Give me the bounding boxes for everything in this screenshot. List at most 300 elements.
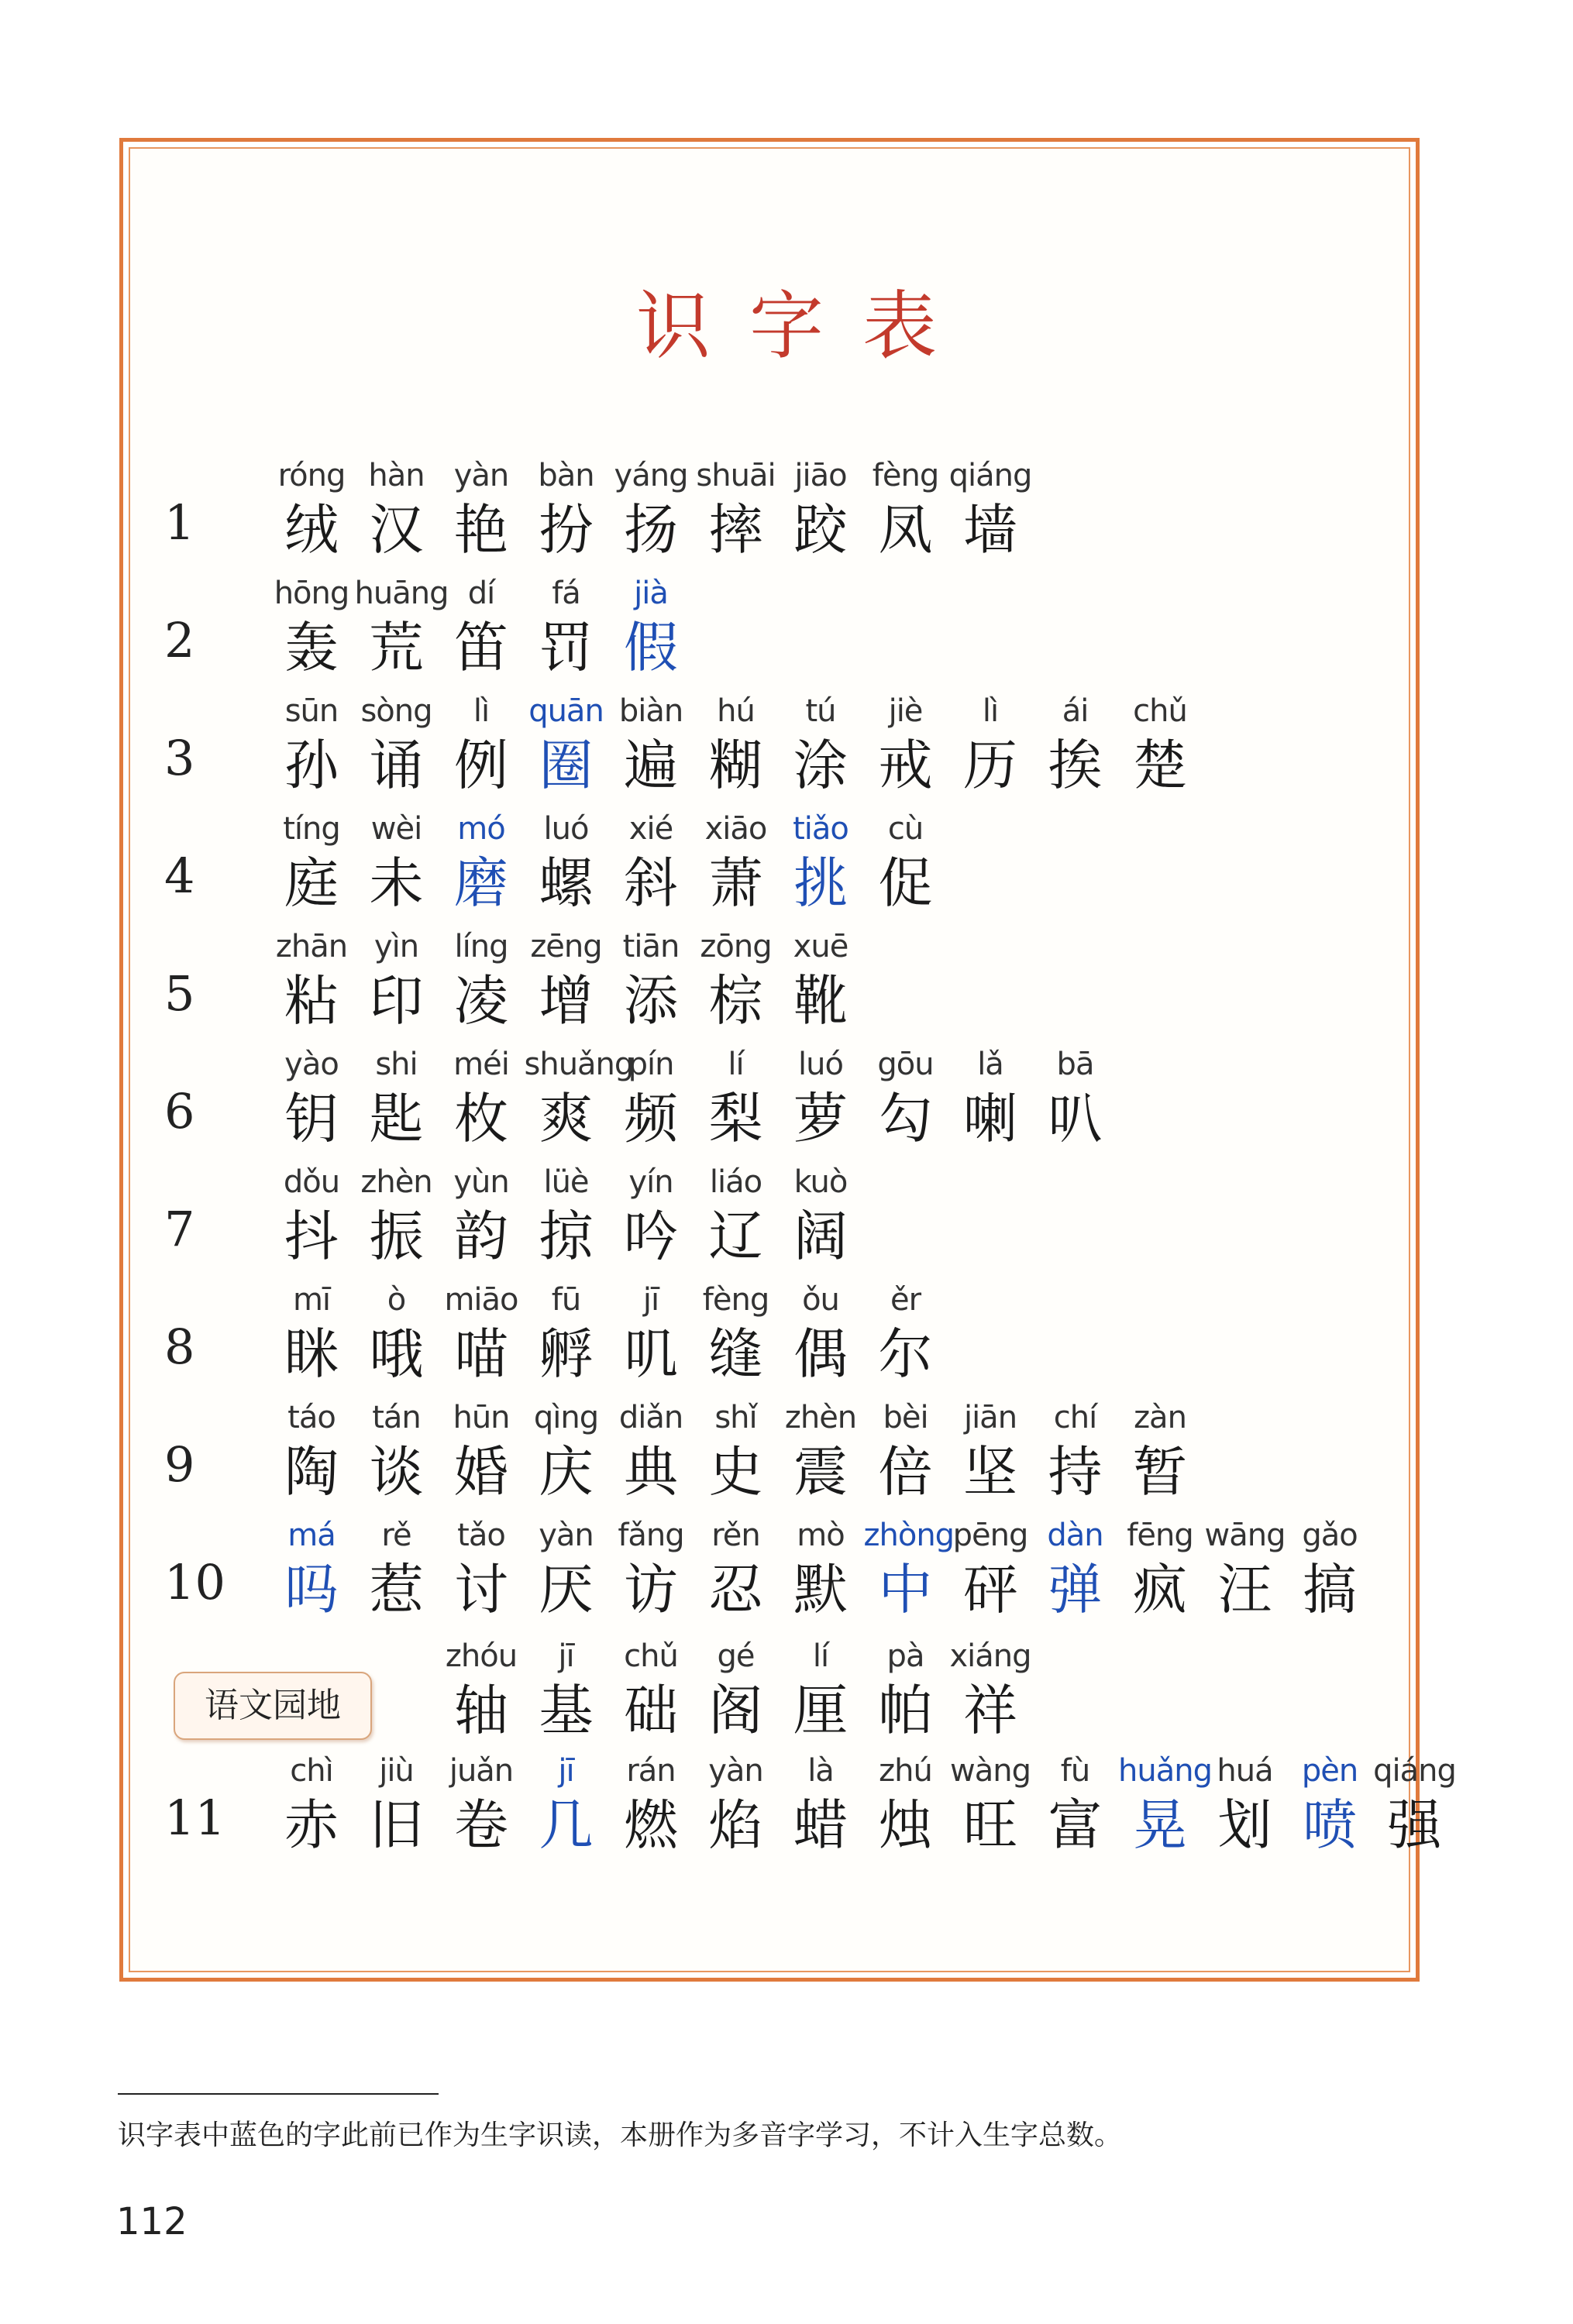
- pinyin: líng: [454, 929, 508, 964]
- pinyin: tú: [805, 693, 836, 729]
- character-entry: [779, 689, 862, 798]
- hanzi: 罚: [539, 616, 594, 679]
- pinyin: fèng: [702, 1282, 769, 1318]
- pinyin: zōng: [700, 929, 772, 964]
- pinyin: tán: [372, 1400, 421, 1435]
- character-entry: [439, 689, 523, 798]
- character-entry: [270, 1749, 353, 1858]
- character-entry: [525, 1278, 608, 1387]
- pinyin: zhèn: [360, 1164, 432, 1200]
- pinyin: tǎo: [457, 1518, 505, 1553]
- pinyin: dàn: [1047, 1518, 1103, 1553]
- character-entry: [1118, 689, 1202, 798]
- pinyin: gé: [717, 1638, 755, 1674]
- hanzi: 帕: [878, 1679, 933, 1742]
- hanzi: 例: [454, 734, 508, 797]
- pinyin: jiāo: [794, 458, 847, 493]
- pinyin: mò: [797, 1518, 845, 1553]
- character-entry: [948, 1749, 1032, 1858]
- pinyin: tíng: [283, 811, 340, 847]
- hanzi: 庆: [539, 1440, 594, 1504]
- character-entry: [694, 689, 778, 798]
- hanzi: 掠: [539, 1205, 594, 1268]
- pinyin: dí: [467, 576, 495, 611]
- character-entry: [525, 807, 608, 916]
- character-entry: [439, 1514, 523, 1622]
- pinyin: chǔ: [624, 1638, 678, 1674]
- hanzi: 疯: [1133, 1558, 1187, 1621]
- character-entry: [1034, 689, 1117, 798]
- character-entry: [694, 1514, 778, 1622]
- character-entry: [948, 1635, 1032, 1743]
- hanzi: 楚: [1133, 734, 1187, 797]
- hanzi: 添: [624, 969, 678, 1033]
- character-entry: [948, 1514, 1032, 1622]
- character-entry: [694, 1160, 778, 1269]
- character-entry: [355, 1278, 439, 1387]
- page-title: 识字表: [636, 283, 976, 370]
- hanzi: 凤: [878, 498, 933, 562]
- pinyin: pēng: [952, 1518, 1028, 1553]
- pinyin: zhòng: [863, 1518, 955, 1553]
- character-entry: [439, 1635, 523, 1743]
- character-entry: [439, 1043, 523, 1151]
- hanzi: 糊: [708, 734, 763, 797]
- character-entry: [355, 1514, 439, 1622]
- pinyin: kuò: [793, 1164, 848, 1200]
- hanzi: 眯: [284, 1322, 339, 1386]
- hanzi: 烛: [878, 1793, 933, 1857]
- pinyin: zàn: [1134, 1400, 1186, 1435]
- character-entry: [779, 1396, 862, 1504]
- hanzi: 讨: [454, 1558, 508, 1621]
- character-entry: [609, 1278, 693, 1387]
- hanzi: 焰: [708, 1793, 763, 1857]
- character-entry: [948, 1043, 1032, 1151]
- character-entry: [524, 1043, 634, 1151]
- hanzi: 笛: [454, 616, 508, 679]
- pinyin: pín: [628, 1047, 674, 1082]
- pinyin: qìng: [533, 1400, 599, 1435]
- pinyin: fá: [552, 576, 580, 611]
- pinyin: liáo: [709, 1164, 762, 1200]
- pinyin: tiān: [622, 929, 680, 964]
- lesson-number: 6: [164, 1083, 195, 1140]
- hanzi: 吗: [284, 1558, 339, 1621]
- pinyin: fǎng: [618, 1518, 684, 1553]
- hanzi: 蜡: [793, 1793, 848, 1857]
- hanzi: 庭: [284, 851, 339, 915]
- hanzi: 陶: [284, 1440, 339, 1504]
- hanzi: 搞: [1303, 1558, 1357, 1621]
- hanzi: 戒: [878, 734, 933, 797]
- pinyin: sòng: [360, 693, 432, 729]
- hanzi: 跤: [793, 498, 848, 562]
- lesson-number: 10: [164, 1554, 225, 1611]
- hanzi: 假: [624, 616, 678, 679]
- character-entry: [1203, 1514, 1287, 1622]
- hanzi: 抖: [284, 1205, 339, 1268]
- character-entry: [355, 925, 439, 1033]
- character-entry: [270, 1278, 353, 1387]
- character-entry: [694, 454, 778, 562]
- character-entry: [525, 925, 608, 1033]
- character-entry: [355, 1396, 439, 1504]
- pinyin: chí: [1053, 1400, 1097, 1435]
- lesson-number: 8: [164, 1318, 195, 1375]
- character-entry: [779, 1635, 862, 1743]
- hanzi: 凌: [454, 969, 508, 1033]
- character-entry: [1118, 1514, 1202, 1622]
- character-entry: [439, 1396, 523, 1504]
- hanzi: 史: [708, 1440, 763, 1504]
- hanzi: 螺: [539, 851, 594, 915]
- pinyin: luó: [543, 811, 589, 847]
- hanzi: 绒: [284, 498, 339, 562]
- pinyin: fū: [551, 1282, 581, 1318]
- hanzi: 弹: [1048, 1558, 1103, 1621]
- lesson-number: 3: [164, 730, 195, 786]
- pinyin: yào: [284, 1047, 339, 1082]
- hanzi: 增: [539, 969, 594, 1033]
- pinyin: ò: [387, 1282, 406, 1318]
- hanzi: 祥: [963, 1679, 1017, 1742]
- character-entry: [694, 925, 778, 1033]
- pinyin: má: [287, 1518, 336, 1553]
- hanzi: 缝: [708, 1322, 763, 1386]
- pinyin: yìn: [373, 929, 419, 964]
- hanzi: 几: [539, 1793, 594, 1857]
- hanzi: 中: [878, 1558, 933, 1621]
- hanzi: 磨: [454, 851, 508, 915]
- character-entry: [864, 1749, 948, 1858]
- pinyin: xiáng: [949, 1638, 1031, 1674]
- pinyin: róng: [277, 458, 346, 493]
- pinyin: huāng: [354, 576, 449, 611]
- pinyin: bàn: [538, 458, 594, 493]
- character-entry: [609, 1514, 693, 1622]
- hanzi: 喵: [454, 1322, 508, 1386]
- pinyin: miāo: [444, 1282, 518, 1318]
- character-entry: [355, 807, 439, 916]
- character-entry: [1288, 1514, 1372, 1622]
- hanzi: 未: [369, 851, 424, 915]
- character-entry: [779, 925, 862, 1033]
- pinyin: mī: [292, 1282, 331, 1318]
- pinyin: biàn: [618, 693, 683, 729]
- pinyin: zēng: [530, 929, 602, 964]
- character-entry: [948, 689, 1032, 798]
- character-entry: [1034, 1396, 1117, 1504]
- character-entry: [270, 454, 353, 562]
- hanzi: 砰: [963, 1558, 1017, 1621]
- pinyin: jiè: [888, 693, 923, 729]
- pinyin: zhān: [275, 929, 348, 964]
- character-entry: [609, 1043, 693, 1151]
- character-entry: [270, 807, 353, 916]
- hanzi: 粘: [284, 969, 339, 1033]
- character-entry: [779, 1043, 862, 1151]
- hanzi: 叽: [624, 1322, 678, 1386]
- character-entry: [439, 572, 523, 680]
- hanzi: 艳: [454, 498, 508, 562]
- pinyin: huǎng: [1118, 1753, 1212, 1789]
- pinyin: shǐ: [714, 1400, 757, 1435]
- pinyin: shuāi: [696, 458, 776, 493]
- character-entry: [779, 1749, 862, 1858]
- character-entry: [439, 807, 523, 916]
- hanzi: 谈: [369, 1440, 424, 1504]
- pinyin: shi: [375, 1047, 418, 1082]
- pinyin: jī: [558, 1753, 574, 1789]
- hanzi: 晃: [1133, 1793, 1187, 1857]
- pinyin: hōng: [274, 576, 349, 611]
- hanzi: 偶: [793, 1322, 848, 1386]
- hanzi: 圈: [539, 734, 594, 797]
- pinyin: xiāo: [704, 811, 767, 847]
- pinyin: rě: [381, 1518, 411, 1553]
- pinyin: bèi: [883, 1400, 928, 1435]
- hanzi: 典: [624, 1440, 678, 1504]
- pinyin: huá: [1217, 1753, 1273, 1789]
- hanzi: 哦: [369, 1322, 424, 1386]
- pinyin: chǔ: [1133, 693, 1187, 729]
- character-entry: [439, 1278, 523, 1387]
- hanzi: 轴: [454, 1679, 508, 1742]
- pinyin: gōu: [877, 1047, 934, 1082]
- hanzi: 婚: [454, 1440, 508, 1504]
- pinyin: ěr: [890, 1282, 921, 1318]
- hanzi: 厘: [793, 1679, 848, 1742]
- pinyin: chì: [290, 1753, 333, 1789]
- hanzi: 促: [878, 851, 933, 915]
- character-entry: [270, 1160, 353, 1269]
- character-entry: [1118, 1749, 1212, 1858]
- hanzi: 频: [624, 1087, 678, 1150]
- hanzi: 荒: [369, 616, 424, 679]
- pinyin: méi: [453, 1047, 509, 1082]
- character-entry: [779, 1514, 862, 1622]
- hanzi: 轰: [284, 616, 339, 679]
- character-entry: [864, 689, 948, 798]
- hanzi: 墙: [963, 498, 1017, 562]
- hanzi: 辽: [708, 1205, 763, 1268]
- character-entry: [1034, 1043, 1117, 1151]
- pinyin: mó: [457, 811, 505, 847]
- pinyin: cù: [887, 811, 924, 847]
- pinyin: bā: [1056, 1047, 1094, 1082]
- pinyin: pèn: [1301, 1753, 1358, 1789]
- pinyin: yáng: [614, 458, 688, 493]
- character-entry: [609, 689, 693, 798]
- hanzi: 赤: [284, 1793, 339, 1857]
- character-entry: [694, 1749, 778, 1858]
- hanzi: 萧: [708, 851, 763, 915]
- character-entry: [864, 454, 948, 562]
- hanzi: 孙: [284, 734, 339, 797]
- pinyin: lì: [473, 693, 490, 729]
- pinyin: jī: [558, 1638, 574, 1674]
- character-entry: [948, 454, 1032, 562]
- character-entry: [355, 454, 439, 562]
- pinyin: shuǎng: [524, 1047, 634, 1082]
- pinyin: ǒu: [802, 1282, 839, 1318]
- pinyin: zhèn: [784, 1400, 857, 1435]
- hanzi: 涂: [793, 734, 848, 797]
- character-entry: [609, 1396, 693, 1504]
- pinyin: qiáng: [948, 458, 1032, 493]
- pinyin: zhú: [879, 1753, 932, 1789]
- pinyin: yùn: [453, 1164, 509, 1200]
- pinyin: jiù: [379, 1753, 414, 1789]
- character-entry: [270, 1043, 353, 1151]
- pinyin: luó: [798, 1047, 843, 1082]
- pinyin: hàn: [368, 458, 425, 493]
- character-entry: [694, 1278, 778, 1387]
- pinyin: hūn: [453, 1400, 510, 1435]
- lesson-number: 5: [164, 965, 195, 1022]
- hanzi: 卷: [454, 1793, 508, 1857]
- character-entry: [694, 807, 778, 916]
- hanzi: 惹: [369, 1558, 424, 1621]
- hanzi: 倍: [878, 1440, 933, 1504]
- hanzi: 遍: [624, 734, 678, 797]
- hanzi: 富: [1048, 1793, 1103, 1857]
- character-entry: [779, 1278, 862, 1387]
- pinyin: gǎo: [1302, 1518, 1358, 1553]
- hanzi: 靴: [793, 969, 848, 1033]
- lesson-number: 9: [164, 1436, 195, 1493]
- hanzi: 阔: [793, 1205, 848, 1268]
- character-entry: [525, 1514, 608, 1622]
- hanzi: 础: [624, 1679, 678, 1742]
- hanzi: 厌: [539, 1558, 594, 1621]
- pinyin: yàn: [453, 458, 509, 493]
- lesson-number: 11: [164, 1789, 225, 1846]
- lesson-number: 2: [164, 612, 195, 669]
- character-entry: [355, 1043, 439, 1151]
- hanzi: 震: [793, 1440, 848, 1504]
- pinyin: rán: [626, 1753, 676, 1789]
- character-entry: [864, 1278, 948, 1387]
- hanzi: 忍: [708, 1558, 763, 1621]
- character-entry: [439, 454, 523, 562]
- pinyin: yàn: [539, 1518, 594, 1553]
- hanzi: 坚: [963, 1440, 1017, 1504]
- hanzi: 旧: [369, 1793, 424, 1857]
- pinyin: wàng: [950, 1753, 1031, 1789]
- hanzi: 基: [539, 1679, 594, 1742]
- character-entry: [779, 454, 862, 562]
- pinyin: rěn: [711, 1518, 760, 1553]
- hanzi: 叭: [1048, 1087, 1103, 1150]
- hanzi: 挑: [793, 851, 848, 915]
- lesson-number: 1: [164, 494, 195, 551]
- pinyin: dǒu: [283, 1164, 340, 1200]
- character-entry: [270, 1514, 353, 1622]
- character-entry: [355, 1749, 439, 1858]
- hanzi: 尔: [878, 1322, 933, 1386]
- pinyin: là: [807, 1753, 834, 1789]
- hanzi: 汪: [1217, 1558, 1272, 1621]
- hanzi: 暂: [1133, 1440, 1187, 1504]
- character-entry: [525, 1396, 608, 1504]
- hanzi: 持: [1048, 1440, 1103, 1504]
- hanzi: 匙: [369, 1087, 424, 1150]
- pinyin: tiǎo: [793, 811, 848, 847]
- hanzi: 斜: [624, 851, 678, 915]
- character-entry: [270, 925, 353, 1033]
- page-number: 112: [116, 2200, 188, 2243]
- pinyin: fù: [1060, 1753, 1090, 1789]
- pinyin: wèi: [370, 811, 422, 847]
- hanzi: 爽: [539, 1087, 594, 1150]
- footnote-rule: [118, 2093, 439, 2095]
- pinyin: lí: [728, 1047, 744, 1082]
- hanzi: 喇: [963, 1087, 1017, 1150]
- pinyin: wāng: [1204, 1518, 1286, 1553]
- hanzi: 扬: [624, 498, 678, 562]
- pinyin: ái: [1062, 693, 1089, 729]
- pinyin: jià: [634, 576, 668, 611]
- pinyin: quān: [528, 693, 604, 729]
- hanzi: 划: [1217, 1793, 1272, 1857]
- character-entry: [694, 1043, 778, 1151]
- character-entry: [694, 1396, 778, 1504]
- character-entry: [1288, 1749, 1372, 1858]
- character-entry: [609, 1635, 693, 1743]
- pinyin: diǎn: [618, 1400, 683, 1435]
- lesson-number: 4: [164, 847, 195, 904]
- hanzi: 棕: [708, 969, 763, 1033]
- hanzi: 扮: [539, 498, 594, 562]
- hanzi: 萝: [793, 1087, 848, 1150]
- hanzi: 韵: [454, 1205, 508, 1268]
- pinyin: qiáng: [1373, 1753, 1456, 1789]
- character-entry: [1373, 1749, 1457, 1858]
- character-entry: [609, 807, 693, 916]
- character-entry: [525, 1749, 608, 1858]
- hanzi: 汉: [369, 498, 424, 562]
- character-entry: [948, 1396, 1032, 1504]
- hanzi: 吟: [624, 1205, 678, 1268]
- character-entry: [609, 572, 693, 680]
- hanzi: 历: [963, 734, 1017, 797]
- character-entry: [609, 1160, 693, 1269]
- pinyin: jiān: [963, 1400, 1017, 1435]
- character-entry: [525, 1635, 608, 1743]
- character-entry: [439, 1749, 523, 1858]
- character-entry: [864, 1396, 948, 1504]
- pinyin: lüè: [543, 1164, 589, 1200]
- character-entry: [1118, 1396, 1202, 1504]
- pinyin: sūn: [284, 693, 339, 729]
- character-entry: [1034, 1749, 1117, 1858]
- pinyin: lǎ: [977, 1047, 1003, 1082]
- pinyin: lì: [982, 693, 999, 729]
- character-entry: [354, 572, 449, 680]
- pinyin: fēng: [1127, 1518, 1193, 1553]
- hanzi: 燃: [624, 1793, 678, 1857]
- character-entry: [694, 1635, 778, 1743]
- character-entry: [355, 689, 439, 798]
- character-entry: [270, 572, 353, 680]
- character-entry: [525, 454, 608, 562]
- character-entry: [609, 1749, 693, 1858]
- pinyin: yàn: [708, 1753, 763, 1789]
- character-entry: [609, 454, 693, 562]
- pinyin: lí: [812, 1638, 829, 1674]
